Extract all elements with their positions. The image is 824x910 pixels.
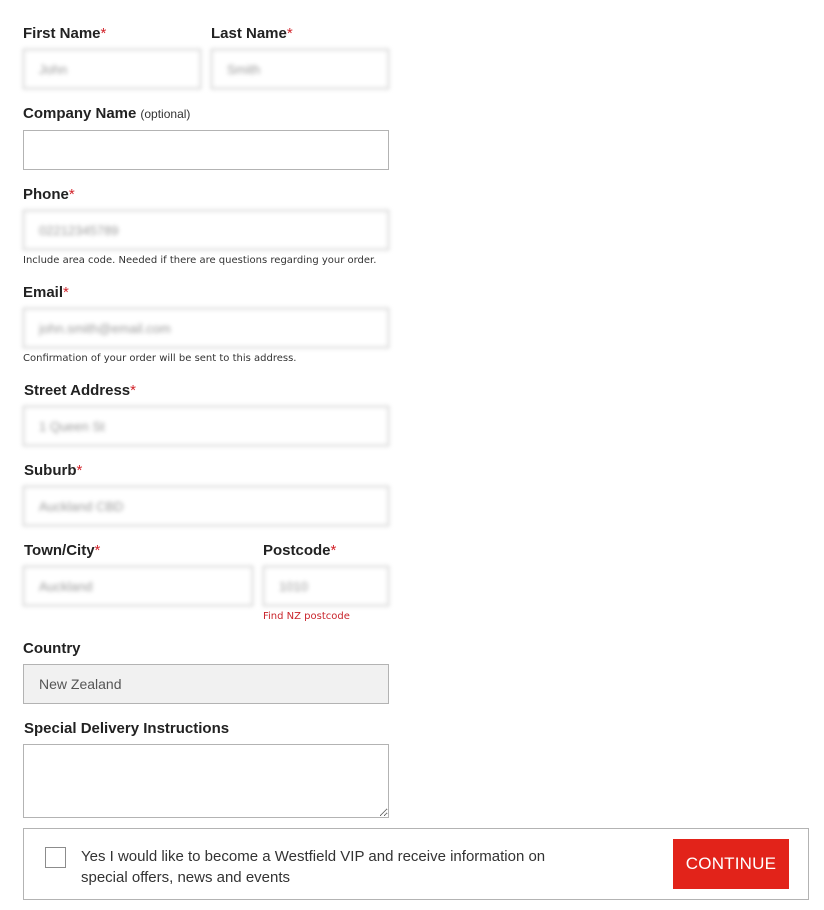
email-input[interactable] — [23, 308, 389, 348]
email-label: Email* — [23, 284, 69, 301]
required-asterisk: * — [94, 542, 101, 559]
required-asterisk: * — [68, 186, 75, 203]
last-name-label: Last Name* — [211, 25, 293, 42]
town-city-label: Town/City* — [24, 542, 101, 559]
company-name-label: Company Name (optional) — [23, 105, 191, 122]
continue-button[interactable]: CONTINUE — [673, 839, 789, 889]
required-asterisk: * — [330, 542, 337, 559]
required-asterisk: * — [100, 25, 107, 42]
phone-label: Phone* — [23, 186, 75, 203]
vip-checkbox[interactable] — [45, 847, 66, 868]
suburb-label: Suburb* — [24, 462, 83, 479]
find-postcode-link[interactable]: Find NZ postcode — [263, 611, 350, 622]
street-address-input[interactable] — [23, 406, 389, 446]
required-asterisk: * — [76, 462, 83, 479]
first-name-label: First Name* — [23, 25, 107, 42]
vip-signup-text: Yes I would like to become a Westfield VIP and receive information on special offers, news and events — [81, 848, 546, 886]
required-asterisk: * — [130, 382, 136, 399]
special-instructions-textarea[interactable] — [23, 744, 389, 818]
postcode-input[interactable] — [263, 566, 389, 606]
suburb-input[interactable] — [23, 486, 389, 526]
vip-signup-panel — [23, 828, 809, 900]
required-asterisk: * — [286, 25, 293, 42]
street-address-label: Street Address* — [24, 382, 136, 399]
country-label: Country — [23, 640, 81, 657]
first-name-input[interactable] — [23, 49, 201, 89]
country-field — [23, 664, 389, 704]
optional-note: (optional) — [140, 107, 191, 121]
company-name-input[interactable] — [23, 130, 389, 170]
postcode-label: Postcode* — [263, 542, 337, 559]
last-name-input[interactable] — [211, 49, 389, 89]
special-instructions-label: Special Delivery Instructions — [24, 720, 230, 737]
phone-hint: Include area code. Needed if there are questions regarding your order. — [23, 255, 377, 266]
email-hint: Confirmation of your order will be sent to this address. — [23, 353, 297, 364]
phone-input[interactable] — [23, 210, 389, 250]
required-asterisk: * — [63, 284, 69, 301]
town-city-input[interactable] — [23, 566, 253, 606]
